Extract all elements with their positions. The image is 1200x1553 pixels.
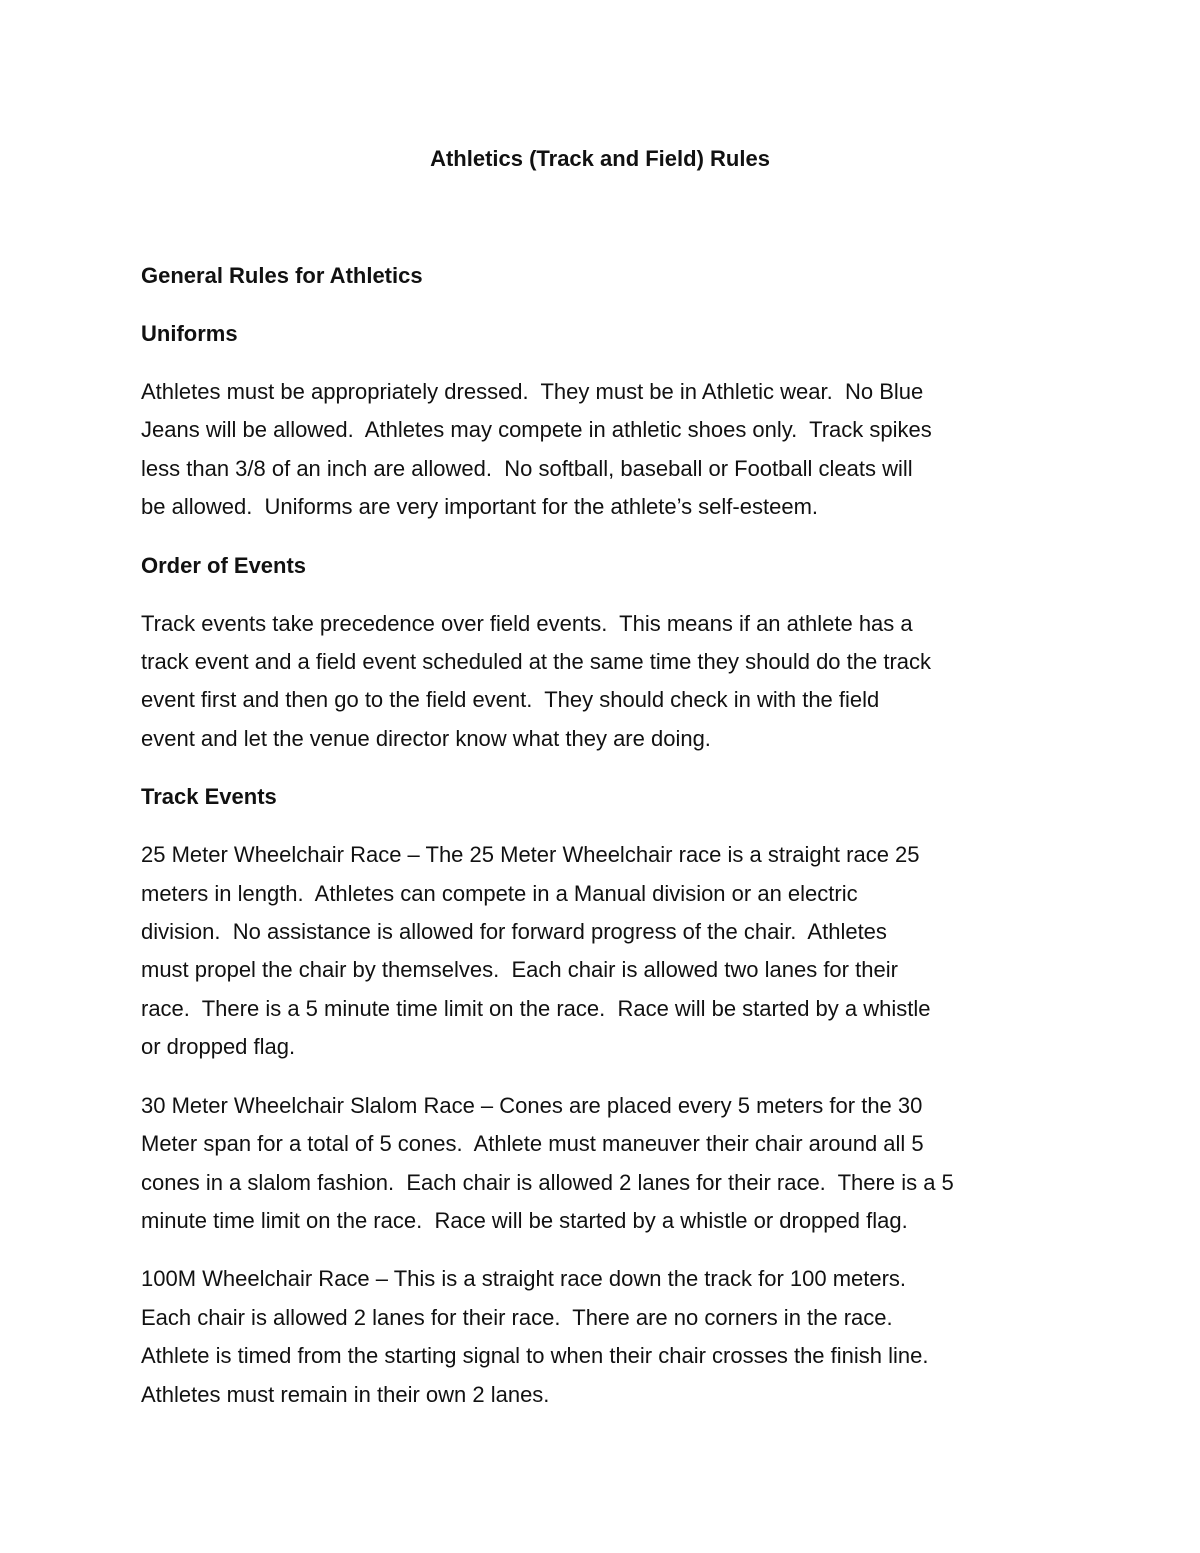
paragraph-line: cones in a slalom fashion. Each chair is allowed 2 lanes for their race. There is a 5 [141,1169,954,1195]
section-heading-track-events: Track Events [141,784,277,810]
race-100m-paragraph [141,1260,1071,1414]
uniforms-paragraph [141,373,1071,527]
paragraph-line: minute time limit on the race. Race will be started by a whistle or dropped flag. [141,1207,908,1233]
paragraph-line: be allowed. Uniforms are very important for the athlete’s self-esteem. [141,494,819,520]
order-of-events-paragraph [141,605,1071,759]
paragraph-line: event first and then go to the field event. They should check in with the field [141,687,880,713]
paragraph-line: Jeans will be allowed. Athletes may compete in athletic shoes only. Track spikes [141,417,932,443]
paragraph-line: Athletes must remain in their own 2 lanes. [141,1381,550,1407]
paragraph-line: less than 3/8 of an inch are allowed. No softball, baseball or Football cleats will [141,455,913,481]
paragraph-line: 25 Meter Wheelchair Race – The 25 Meter Wheelchair race is a straight race 25 [141,842,920,868]
document-body [141,257,1071,1434]
race-25m-paragraph [141,836,1071,1066]
document-title: Athletics (Track and Field) Rules [430,146,770,171]
paragraph-line: Athletes must be appropriately dressed. They must be in Athletic wear. No Blue [141,379,924,404]
paragraph-line: Athlete is timed from the starting signal to when their chair crosses the finish line. [141,1343,929,1369]
paragraph-line: Each chair is allowed 2 lanes for their race. There are no corners in the race. [141,1304,893,1330]
paragraph-line: track event and a field event scheduled at the same time they should do the track [141,649,932,675]
section-heading-uniforms: Uniforms [141,321,238,346]
section-heading-order-of-events: Order of Events [141,552,307,578]
paragraph-line: race. There is a 5 minute time limit on the race. Race will be started by a whistle [141,995,931,1021]
paragraph-line: Meter span for a total of 5 cones. Athlete must maneuver their chair around all 5 [141,1131,924,1157]
paragraph-line: 100M Wheelchair Race – This is a straight race down the track for 100 meters. [141,1266,907,1292]
paragraph-line: or dropped flag. [141,1034,296,1060]
paragraph-line: meters in length. Athletes can compete in a Manual division or an electric [141,880,858,906]
paragraph-line: division. No assistance is allowed for forward progress of the chair. Athletes [141,919,887,945]
race-30m-slalom-paragraph [141,1087,1071,1241]
paragraph-line: event and let the venue director know what they are doing. [141,725,711,751]
section-heading-general: General Rules for Athletics [141,263,423,288]
paragraph-line: Track events take precedence over field events. This means if an athlete has a [141,610,913,636]
paragraph-line: 30 Meter Wheelchair Slalom Race – Cones are placed every 5 meters for the 30 [141,1092,923,1118]
paragraph-line: must propel the chair by themselves. Each chair is allowed two lanes for their [141,957,898,983]
